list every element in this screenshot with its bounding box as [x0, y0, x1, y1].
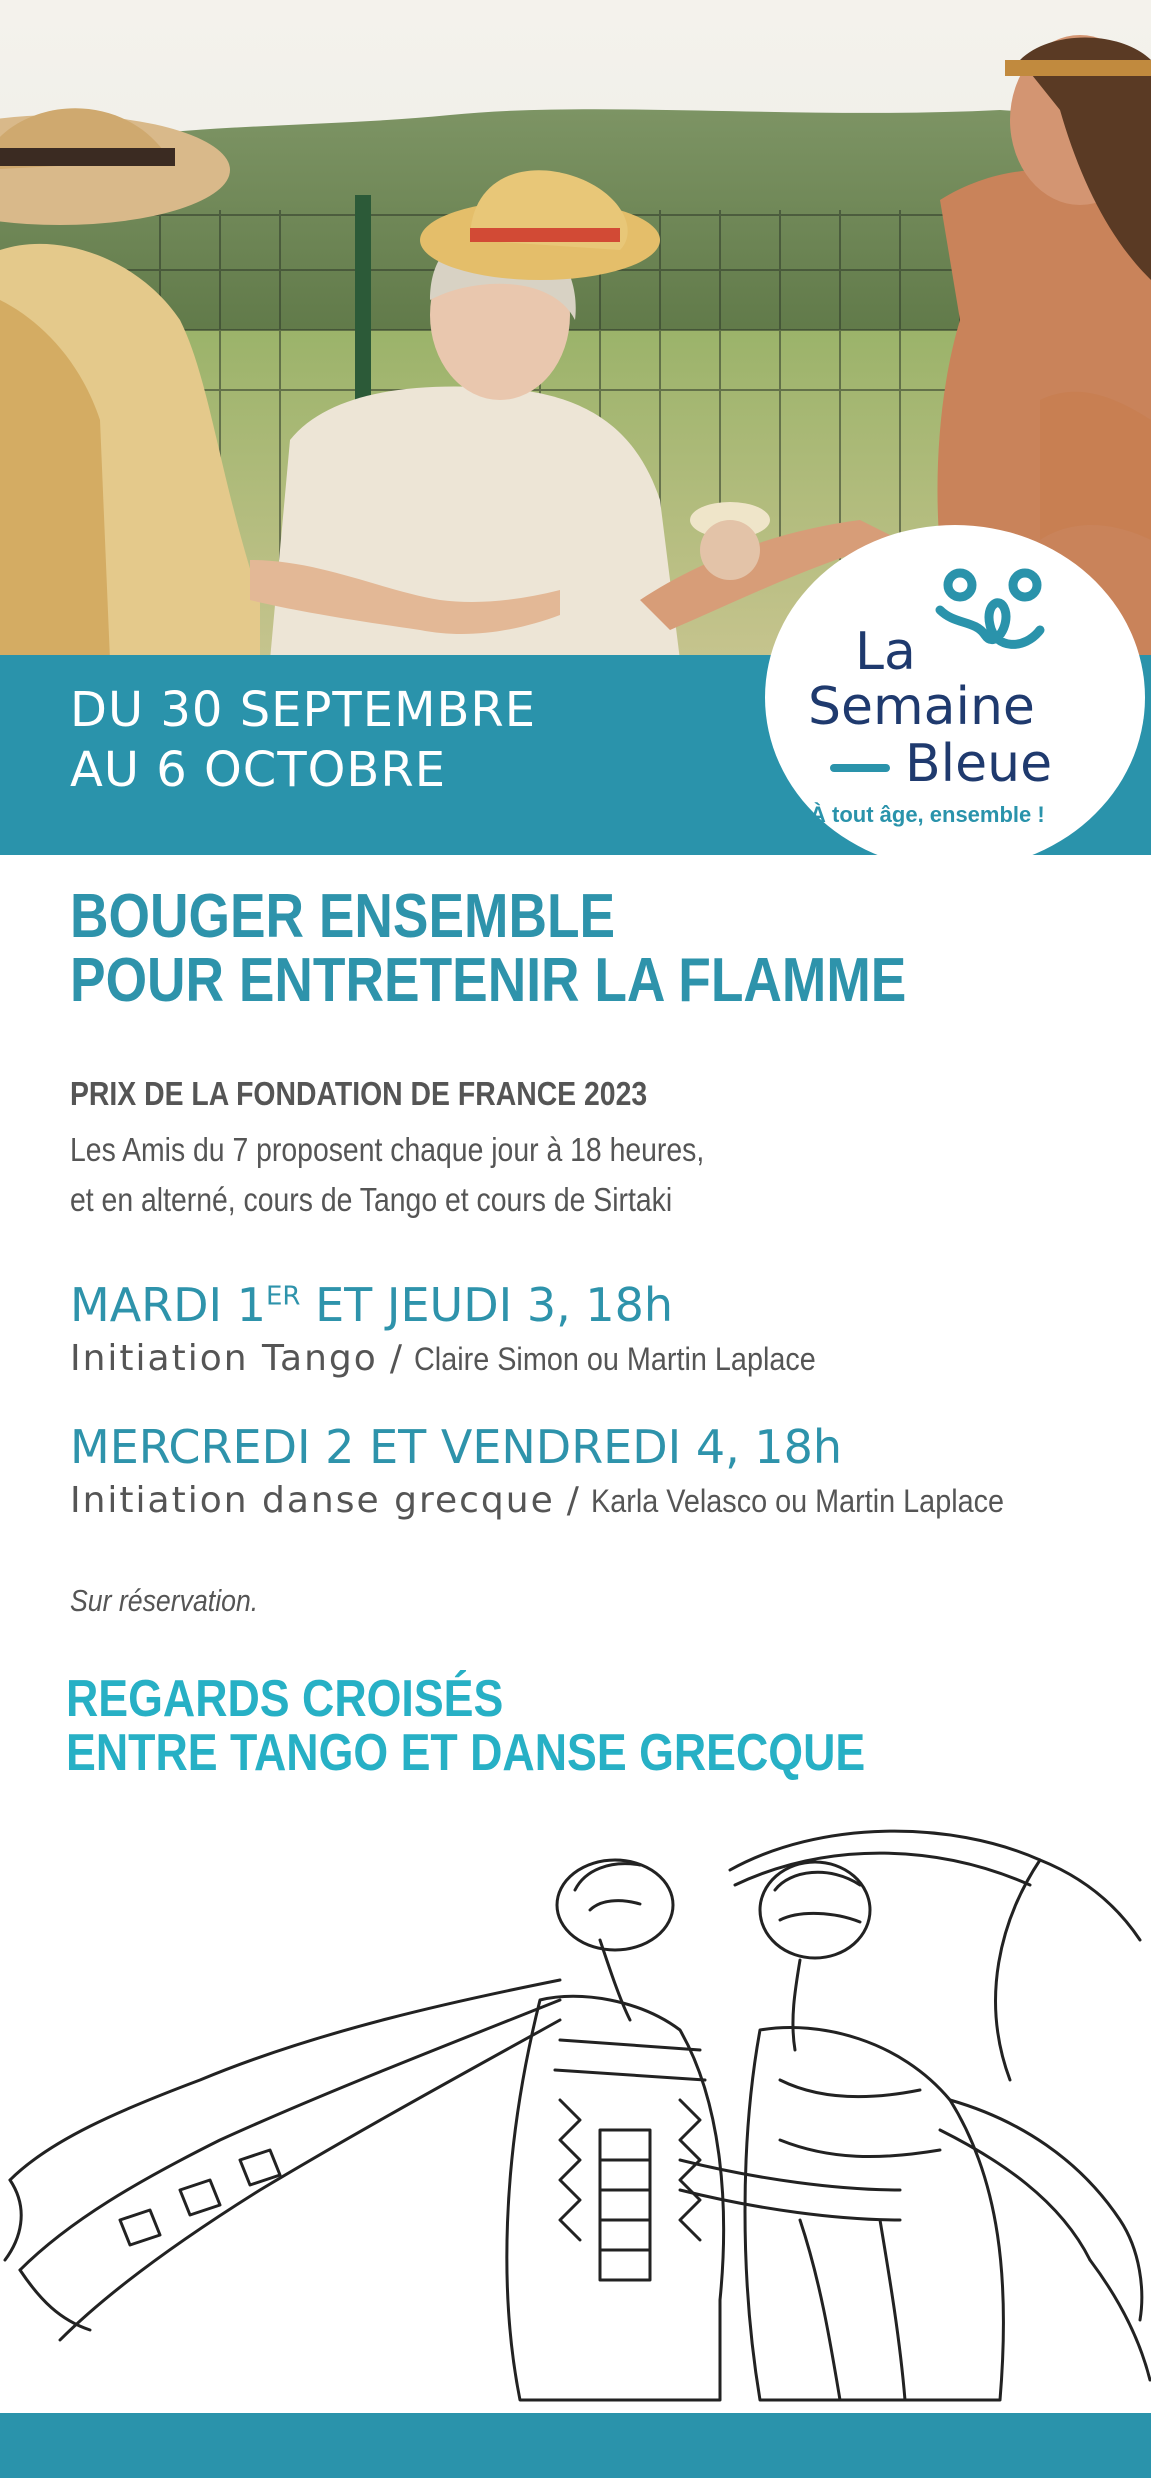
logo-tagline: À tout âge, ensemble !	[810, 802, 1045, 827]
session-1-teachers: Claire Simon ou Martin Laplace	[413, 1341, 816, 1377]
session-2-separator: /	[566, 1480, 579, 1521]
session-1-days	[70, 1278, 673, 1332]
session-1-details	[70, 1338, 860, 1379]
intro-text	[70, 1125, 704, 1225]
greek-dancers-illustration	[0, 1800, 1151, 2413]
event-dates	[70, 680, 536, 800]
reservation-note: Sur réservation.	[70, 1583, 259, 1618]
session-1-separator: /	[389, 1338, 402, 1379]
bottom-band	[0, 2413, 1151, 2478]
session-1-day-prefix: MARDI 1	[70, 1278, 266, 1332]
title-line-1: BOUGER ENSEMBLE	[70, 882, 616, 951]
session-2-days	[70, 1420, 842, 1474]
intro-line-1: Les Amis du 7 proposent chaque jour à 18 heures,	[70, 1131, 705, 1168]
session-1-day-suffix: ET JEUDI 3, 18h	[300, 1278, 674, 1332]
subheading-line-2: ENTRE TANGO ET DANSE GRECQUE	[66, 1724, 866, 1782]
logo-dash	[830, 764, 890, 772]
logo-word-bleue: Bleue	[905, 734, 1053, 794]
date-line-1: DU 30 SEPTEMBRE	[70, 682, 537, 738]
logo-word-la: La	[855, 622, 916, 682]
subheading-line-1: REGARDS CROISÉS	[66, 1670, 504, 1728]
date-line-2: AU 6 OCTOBRE	[70, 742, 447, 798]
dancers-logo-icon	[930, 565, 1060, 665]
page-title	[70, 882, 907, 1015]
session-2-details	[70, 1480, 1050, 1521]
session-2-course: Initiation danse grecque	[70, 1480, 555, 1521]
title-line-2: POUR ENTRETENIR LA FLAMME	[70, 946, 907, 1015]
prize-label: PRIX DE LA FONDATION DE FRANCE 2023	[70, 1075, 648, 1112]
session-1-day-sup: ER	[266, 1281, 301, 1312]
session-2-teachers: Karla Velasco ou Martin Laplace	[590, 1483, 1004, 1519]
intro-line-2: et en alterné, cours de Tango et cours de Sirtaki	[70, 1181, 673, 1218]
logo-word-semaine: Semaine	[808, 677, 1035, 737]
session-1-course: Initiation Tango	[70, 1338, 378, 1379]
session-2-day-prefix: MERCREDI 2 ET VENDREDI 4, 18h	[70, 1420, 843, 1474]
subheading	[66, 1672, 865, 1780]
